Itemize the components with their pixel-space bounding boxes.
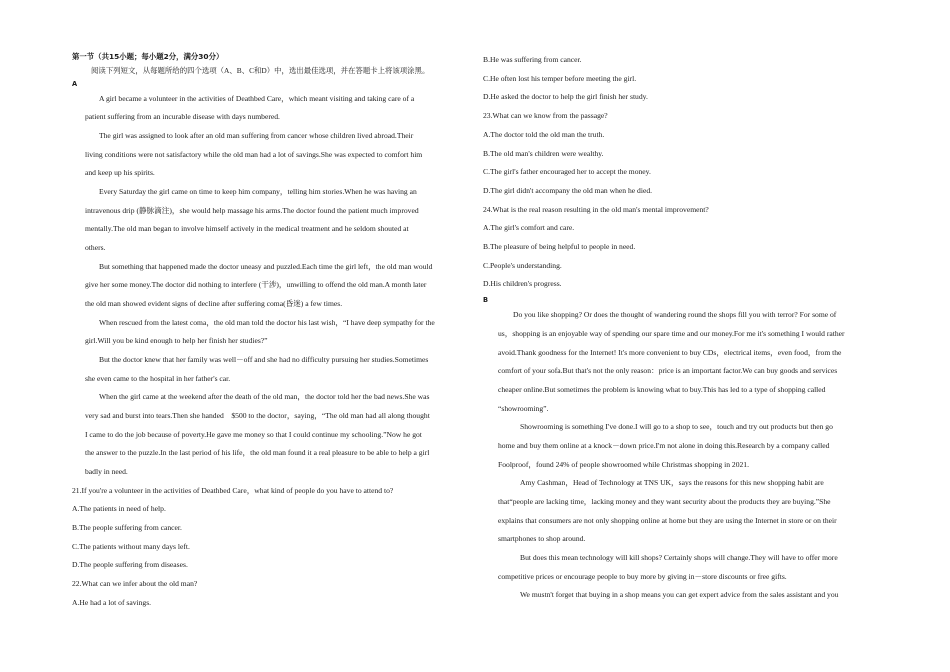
passage-b-line: Amy Cashman，Head of Technology at TNS UK，says the reasons for this new shopping habit are — [520, 478, 824, 487]
option-line: D.The people suffering from diseases. — [72, 560, 188, 569]
passage-a-line: When rescued from the latest coma，the old man told the doctor his last wish，“I have deep sympathy for the — [99, 318, 435, 327]
option-line: B.The old man's children were wealthy. — [483, 149, 604, 158]
question-21: 21.If you're a volunteer in the activities of Deathbed Care，what kind of people do you have to attend to? — [72, 486, 394, 495]
option-line: A.The doctor told the old man the truth. — [483, 130, 605, 139]
passage-b-line: us，shopping is an enjoyable way of spending our spare time and our money.For me it's something I would rather — [498, 329, 845, 338]
option-line: A.He had a lot of savings. — [72, 598, 152, 607]
passage-b-line: home and buy them online at a knock－down price.I'm not alone in doing this.Research by a company called — [498, 441, 830, 450]
option-line: B.The pleasure of being helpful to people in need. — [483, 242, 636, 251]
passage-a-line: girl.Will you be kind enough to help her finish her studies?” — [85, 336, 268, 345]
passage-b-line: that“people are lacking time，lacking money and they want security about the products they are buying.”She — [498, 497, 831, 506]
passage-a-line: A girl became a volunteer in the activities of Deathbed Care，which meant visiting and taking care of a — [99, 94, 415, 103]
passage-a-line: badly in need. — [85, 467, 128, 476]
passage-a-line: I came to do the job because of poverty.He gave me money so that I could continue my schooling.”Now he got — [85, 430, 422, 439]
passage-b-line: Do you like shopping? Or does the thought of wandering round the shops fill you with terror? For some of — [513, 310, 837, 319]
passage-b-line: Showrooming is something I've done.I will go to a shop to see，touch and try out products but then go — [520, 422, 833, 431]
passage-a-line: The girl was assigned to look after an old man suffering from cancer whose children lived abroad.Their — [99, 131, 414, 140]
passage-a-line: mentally.The old man began to involve himself actively in the medical treatment and he seldom shouted at — [85, 224, 409, 233]
passage-b-line: smartphones to shop around. — [498, 534, 586, 543]
option-line: D.His children's progress. — [483, 279, 562, 288]
option-line: C.The girl's father encouraged her to accept the money. — [483, 167, 651, 176]
option-line: D.The girl didn't accompany the old man when he died. — [483, 186, 653, 195]
passage-a-line: Every Saturday the girl came on time to keep him company，telling him stories.When he was having an — [99, 187, 417, 196]
passage-a-line: When the girl came at the weekend after the death of the old man，the doctor told her the bad news.She was — [99, 392, 430, 401]
passage-a-label: A — [72, 80, 78, 88]
passage-b-line: “showrooming”. — [498, 404, 549, 413]
option-line: B.He was suffering from cancer. — [483, 55, 582, 64]
passage-a-line: living conditions were not satisfactory while the old man had a lot of savings.She was expected to comfort him — [85, 150, 423, 159]
passage-a-line: others. — [85, 243, 106, 252]
passage-a-line: But something that happened made the doctor uneasy and puzzled.Each time the girl left，the old man would — [99, 262, 433, 271]
option-line: C.People's understanding. — [483, 261, 562, 270]
question-23: 23.What can we know from the passage? — [483, 111, 608, 120]
question-24: 24.What is the real reason resulting in the old man's mental improvement? — [483, 205, 709, 214]
passage-a-line: give her some money.The doctor did nothing to interfere (干涉)，unwilling to offend the old man.A month later — [85, 280, 427, 289]
passage-b-line: avoid.Thank goodness for the Internet! It's more convenient to buy CDs，electrical items，even food，from the — [498, 348, 842, 357]
option-line: C.The patients without many days left. — [72, 542, 190, 551]
passage-b-line: comfort of your sofa.But that's not the only reason：price is an important factor.We can buy goods and services — [498, 366, 838, 375]
option-line: A.The girl's comfort and care. — [483, 223, 575, 232]
option-line: C.He often lost his temper before meeting the girl. — [483, 74, 637, 83]
passage-b-label: B — [483, 296, 489, 304]
passage-a-line: intravenous drip (静脉滴注)，she would help massage his arms.The doctor found the patient much improved — [85, 206, 419, 215]
option-line: A.The patients in need of help. — [72, 504, 166, 513]
question-22: 22.What can we infer about the old man? — [72, 579, 198, 588]
passage-a-line: the answer to the puzzle.In the last period of his life，the old man found it a real pleasure to be able to help a girl — [85, 448, 430, 457]
option-line: D.He asked the doctor to help the girl finish her study. — [483, 92, 648, 101]
passage-b-line: cheaper online.But sometimes the problem is knowing what to buy.This has led to a type of shopping called — [498, 385, 826, 394]
passage-b-line: We mustn't forget that buying in a shop means you can get expert advice from the sales assistant and you — [520, 590, 839, 599]
passage-a-line: the old man showed evident signs of decline after suffering coma(昏迷) a few times. — [85, 299, 343, 308]
passage-b-line: explains that consumers are not only shopping online at home but they are using the Internet in store or on their — [498, 516, 837, 525]
option-line: B.The people suffering from cancer. — [72, 523, 182, 532]
passage-a-line: and keep up his spirits. — [85, 168, 155, 177]
passage-a-line: very sad and burst into tears.Then she handed $500 to the doctor，saying，“The old man had all along thought — [85, 411, 430, 420]
passage-a-line: patient suffering from an incurable disease with days numbered. — [85, 112, 280, 121]
passage-b-line: competitive prices or encourage people to buy more by giving in－store discounts or free gifts. — [498, 572, 787, 581]
passage-a-line: she even came to the hospital in her father's car. — [85, 374, 231, 383]
passage-a-line: But the doctor knew that her family was well－off and she had no difficulty pursuing her studies.Sometimes — [99, 355, 429, 364]
passage-b-line: Foolproof，found 24% of people showroomed while Christmas shopping in 2021. — [498, 460, 749, 469]
section-heading: 第一节（共15小题；每小题2分，满分30分） — [72, 52, 224, 61]
instruction-text: 阅读下列短文，从每题所给的四个选项（A、B、C和D）中，选出最佳选项，并在答题卡上将该项涂黑。 — [91, 66, 430, 75]
passage-b-line: But does this mean technology will kill shops? Certainly shops will change.They will have to offer more — [520, 553, 838, 562]
